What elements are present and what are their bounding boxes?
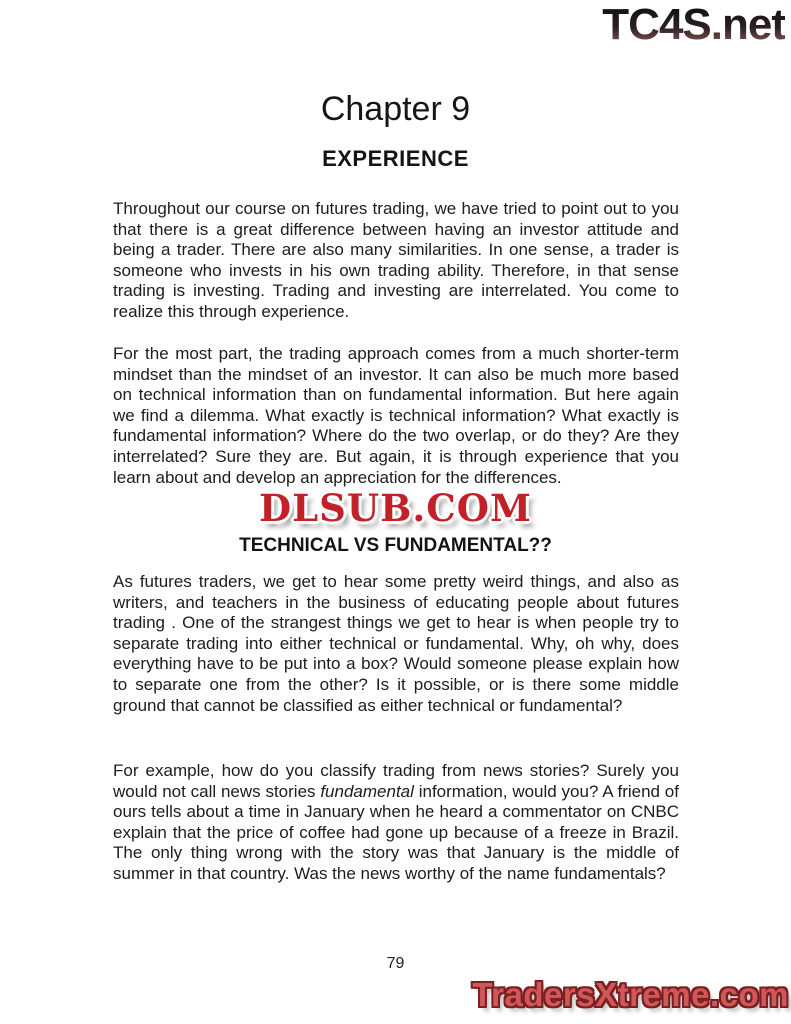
section-heading: TECHNICAL VS FUNDAMENTAL?? xyxy=(239,535,552,556)
paragraph-1: Throughout our course on futures trading, we have tried to point out to you that there is a great difference between having an investor attitude and being a trader. There are also many similarities. In one sense, a trader is someone who invests in his own trading ability. Therefore, in that sense trading is investing. Trading and investing are interrelated. You come to realize this through experience. xyxy=(113,199,679,321)
paragraph-4-pre: For example, how do you classify trading from news stories? Surely you would not call news stories xyxy=(113,761,679,801)
chapter-title: Chapter 9 xyxy=(320,90,471,128)
tradersxtreme-footer-logo: TradersXtreme.com xyxy=(472,976,789,1013)
paragraph-4-post: information, would you? A friend of ours tells about a time in January when he heard a commentator on CNBC explain that the price of coffee had gone up because of a freeze in Brazil. The only thing wrong with the story was that January is the middle of summer in that country. Was the news worthy of the name fundamentals? xyxy=(113,781,679,883)
paragraph-2: For the most part, the trading approach comes from a much shorter-term mindset than the mindset of an investor. It can also be much more based on technical information than on fundamental information. But here again we find a dilemma. What exactly is technical information? What exactly is fundamental information? Where do the two overlap, or do they? Are they interrelated? Sure they are. But again, it is through experience that you learn about and develop an appreciation for the differences. xyxy=(113,344,679,487)
tc4s-header-logo: TC4S.net xyxy=(602,0,785,49)
page-number: 79 xyxy=(386,955,405,972)
paragraph-4-italic-word: fundamental xyxy=(320,781,414,801)
paragraph-4 xyxy=(113,761,679,885)
chapter-heading: EXPERIENCE xyxy=(322,146,469,171)
dlsub-watermark: DLSUB.COM xyxy=(259,486,532,530)
paragraph-3: As futures traders, we get to hear some pretty weird things, and also as writers, and teachers in the business of educating people about futures trading . One of the strangest things we get to hear is when people try to separate trading into either technical or fundamental. Why, oh why, does everything have to be put into a box? Would someone please explain how to separate one from the other? Is it possible, or is there some middle ground that cannot be classified as either technical or fundamental? xyxy=(113,572,679,715)
